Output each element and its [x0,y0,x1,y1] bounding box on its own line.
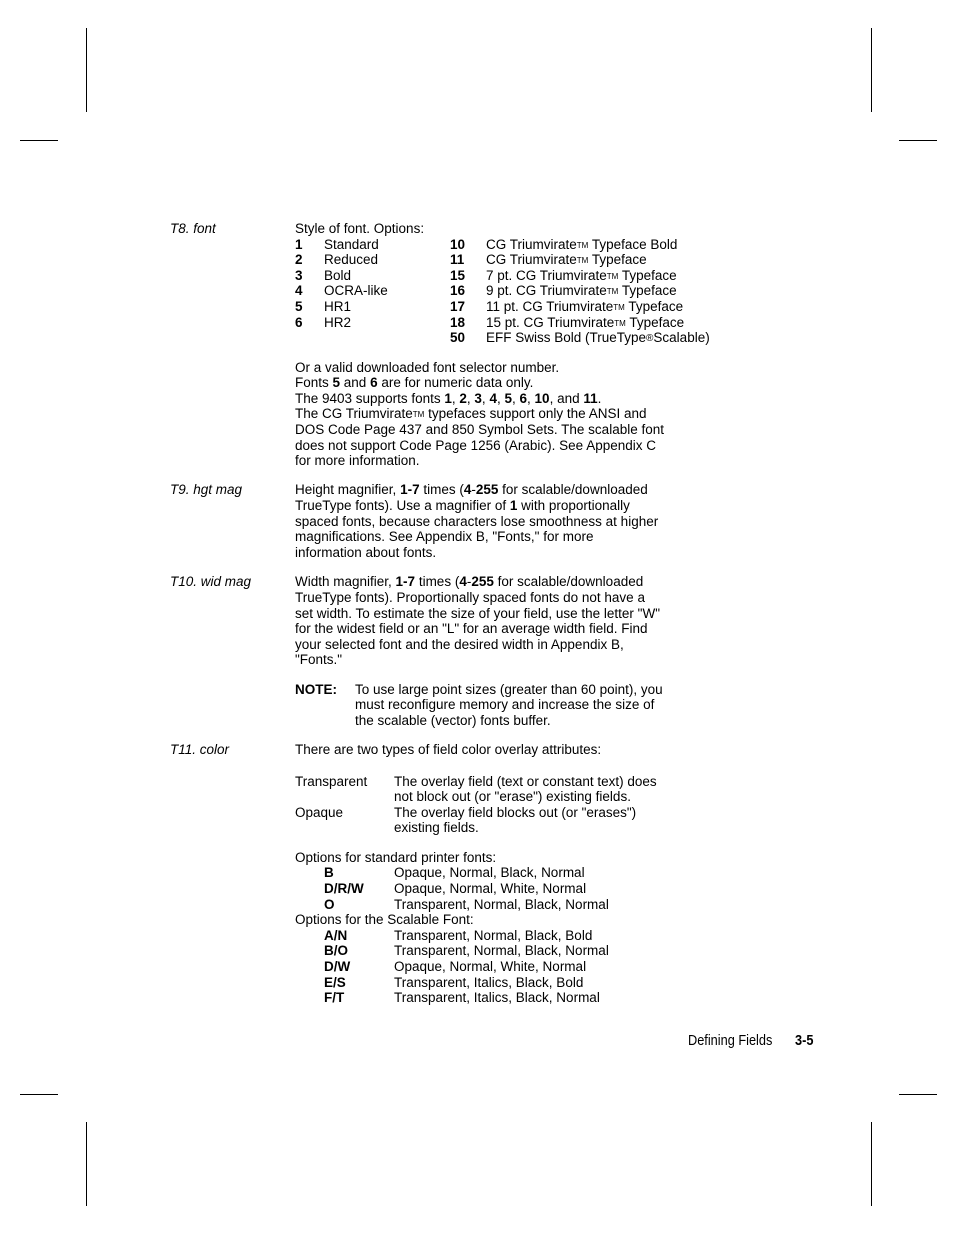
scalable-font-heading: Options for the Scalable Font: [295,912,474,927]
t11-intro: There are two types of field color overlay attributes: [295,742,602,757]
trademark-symbol: TM [613,303,625,312]
trademark-symbol: TM [614,319,626,328]
trademark-symbol: TM [606,287,619,296]
t8-paragraph-line: Or a valid downloaded font selector number. [295,360,560,375]
color-code-description: Opaque, Normal, White, Normal [394,959,587,974]
option-label: HR2 [324,315,352,330]
t10-paragraph-line: for the widest field or an "L" for an average width field. Find [295,621,648,636]
note-line: the scalable (vector) fonts buffer. [355,713,551,728]
color-code-description: Transparent, Normal, Black, Normal [394,943,609,958]
footer-page-number: 3-5 [795,1032,814,1049]
option-number: 18 [450,315,466,330]
color-code-description: Transparent, Normal, Black, Normal [394,897,609,912]
option-number: 10 [450,237,466,252]
standard-fonts-heading: Options for standard printer fonts: [295,850,497,865]
option-label: CG TriumvirateTM Typeface [486,252,647,267]
option-number: 15 [450,268,466,283]
color-code-description: Transparent, Normal, Black, Bold [394,928,593,943]
transparent-label: Transparent [295,774,368,789]
option-label: 15 pt. CG TriumvirateTM Typeface [486,315,685,330]
t8-paragraph-line: for more information. [295,453,420,468]
option-number: 16 [450,283,466,298]
option-label: HR1 [324,299,352,314]
t10-paragraph-line: your selected font and the desired width in Appendix B, [295,637,624,652]
option-number: 50 [450,330,466,345]
option-number: 2 [295,252,303,267]
option-label: Standard [324,237,379,252]
color-code-description: Opaque, Normal, Black, Normal [394,865,585,880]
color-code: F/T [324,990,345,1005]
term-t10-wid-mag: T10. wid mag [170,574,252,589]
transparent-description: The overlay field (text or constant text) does [394,774,657,789]
t8-paragraph-line: Fonts 5 and 6 are for numeric data only. [295,375,534,390]
color-code-description: Opaque, Normal, White, Normal [394,881,587,896]
color-code-description: Transparent, Italics, Black, Normal [394,990,600,1005]
opaque-label: Opaque [295,805,344,820]
crop-mark-top-right-horizontal [899,140,937,141]
option-number: 17 [450,299,466,314]
crop-mark-top-left-horizontal [20,140,58,141]
crop-mark-bottom-right-vertical [871,1122,872,1206]
color-code: D/W [324,959,351,974]
footer-section-title: Defining Fields [688,1032,773,1049]
color-code-description: Transparent, Italics, Black, Bold [394,975,584,990]
transparent-description: not block out (or "erase") existing fields. [394,789,631,804]
term-t9-hgt-mag: T9. hgt mag [170,482,243,497]
color-code: D/R/W [324,881,364,896]
t9-paragraph-line: information about fonts. [295,545,437,560]
color-code: B/O [324,943,349,958]
option-number: 6 [295,315,303,330]
option-label: 9 pt. CG TriumvirateTM Typeface [486,283,677,298]
t8-paragraph-line: DOS Code Page 437 and 850 Symbol Sets. The scalable font [295,422,664,437]
t10-paragraph-line: "Fonts." [295,652,343,667]
option-number: 4 [295,283,303,298]
option-label: Reduced [324,252,379,267]
note-line: must reconfigure memory and increase the size of [355,697,655,712]
option-label: Bold [324,268,352,283]
t10-paragraph-line: Width magnifier, 1-7 times (4-255 for scalable/downloaded [295,574,644,589]
registered-symbol: ® [646,333,654,344]
color-code: B [324,865,334,880]
color-code: E/S [324,975,346,990]
opaque-description: existing fields. [394,820,479,835]
note-line: To use large point sizes (greater than 60 point), you [355,682,663,697]
crop-mark-bottom-left-vertical [86,1122,87,1206]
term-t8-font: T8. font [170,221,216,236]
trademark-symbol: TM [576,256,589,265]
option-number: 5 [295,299,303,314]
color-code: O [324,897,335,912]
option-number: 3 [295,268,303,283]
t8-paragraph-line: The CG TriumvirateTM typefaces support only the ANSI and [295,406,647,421]
crop-mark-top-right-vertical [871,28,872,112]
opaque-description: The overlay field blocks out (or "erases") [394,805,637,820]
t9-paragraph-line: Height magnifier, 1-7 times (4-255 for scalable/downloaded [295,482,648,497]
t8-paragraph-line: The 9403 supports fonts 1, 2, 3, 4, 5, 6, 10, and 11. [295,391,602,406]
trademark-symbol: TM [576,241,589,250]
t8-intro: Style of font. Options: [295,221,425,236]
t8-paragraph-line: does not support Code Page 1256 (Arabic). See Appendix C [295,438,656,453]
crop-mark-bottom-left-horizontal [20,1094,58,1095]
t10-paragraph-line: set width. To estimate the size of your field, use the letter "W" [295,606,661,621]
t9-paragraph-line: TrueType fonts). Use a magnifier of 1 with proportionally [295,498,630,513]
option-label: CG TriumvirateTM Typeface Bold [486,237,678,252]
option-label: EFF Swiss Bold (TrueType®Scalable) [486,330,710,345]
crop-mark-bottom-right-horizontal [899,1094,937,1095]
option-number: 1 [295,237,303,252]
t10-paragraph-line: TrueType fonts). Proportionally spaced fonts do not have a [295,590,645,605]
t9-paragraph-line: spaced fonts, because characters lose smoothness at higher [295,514,659,529]
option-label: OCRA-like [324,283,388,298]
trademark-symbol: TM [412,410,425,419]
crop-mark-top-left-vertical [86,28,87,112]
option-label: 7 pt. CG TriumvirateTM Typeface [486,268,677,283]
option-number: 11 [450,252,465,267]
note-label: NOTE: [295,682,337,697]
term-t11-color: T11. color [170,742,230,757]
color-code: A/N [324,928,348,943]
option-label: 11 pt. CG TriumvirateTM Typeface [486,299,684,314]
t9-paragraph-line: magnifications. See Appendix B, "Fonts," for more [295,529,594,544]
trademark-symbol: TM [606,272,619,281]
